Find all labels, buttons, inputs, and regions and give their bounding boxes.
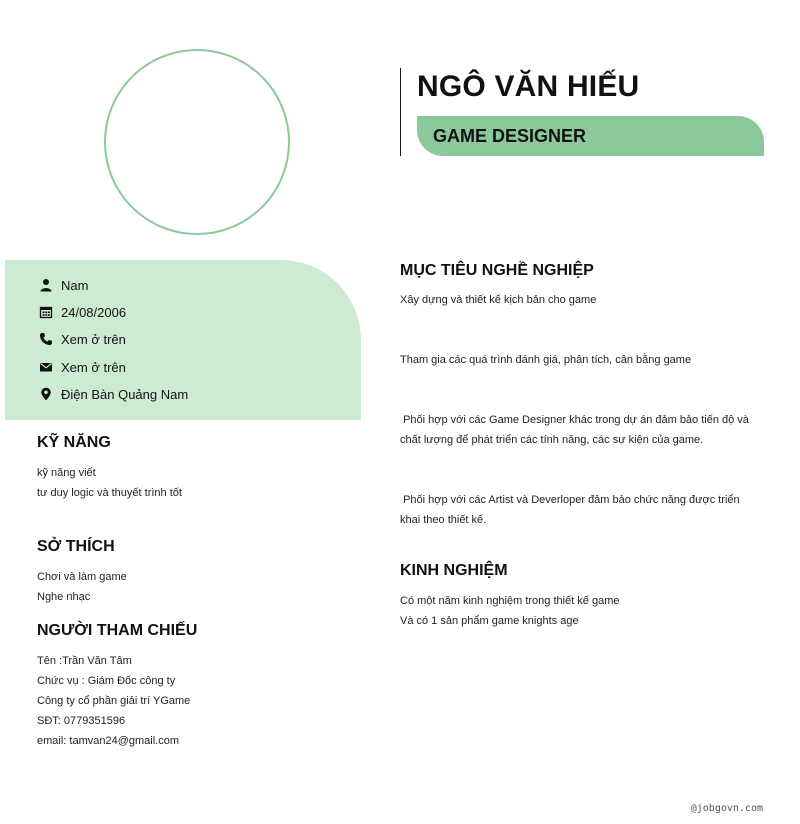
phone-icon xyxy=(39,332,53,346)
envelope-icon xyxy=(39,360,53,374)
reference-line: Tên :Trần Văn Tâm xyxy=(37,655,132,667)
reference-line: Công ty cổ phần giải trí YGame xyxy=(37,695,191,707)
info-birthdate xyxy=(39,302,126,322)
info-email-text: Xem ở trên xyxy=(61,359,126,375)
info-phone-text: Xem ở trên xyxy=(61,331,126,347)
info-gender xyxy=(39,275,88,295)
hobbies-item: Nghe nhạc xyxy=(37,591,91,603)
objective-item: Tham gia các quá trình đánh giá, phân tích, cân bằng game xyxy=(400,354,692,366)
personal-info-panel xyxy=(5,260,361,420)
info-phone xyxy=(39,329,126,349)
references-title: NGƯỜI THAM CHIẾU xyxy=(37,622,198,639)
hobbies-item: Chơi và làm game xyxy=(37,571,127,583)
reference-line: email: tamvan24@gmail.com xyxy=(37,735,179,747)
watermark: @jobgovn.com xyxy=(690,803,763,814)
info-address-text: Điện Bàn Quảng Nam xyxy=(61,386,189,402)
objective-item: Xây dựng và thiết kế kịch bản cho game xyxy=(400,294,597,306)
skills-item: tư duy logic và thuyết trình tốt xyxy=(37,487,182,499)
info-gender-text: Nam xyxy=(61,277,89,293)
objective-item: Phối hợp với các Game Designer khác trong dự án đảm bảo tiến độ và chất lượng để phát triển các tính năng, các sự kiện của game. xyxy=(400,414,752,446)
profile-photo-circle xyxy=(104,49,290,235)
experience-item: Và có 1 sản phẩm game knights age xyxy=(400,615,579,627)
role-banner xyxy=(417,116,764,156)
location-pin-icon xyxy=(39,387,53,401)
experience-title: KINH NGHIỆM xyxy=(400,562,508,579)
hobbies-title: SỞ THÍCH xyxy=(37,538,115,555)
skills-title: KỸ NĂNG xyxy=(37,434,111,451)
name-header xyxy=(400,68,764,156)
objective-item: Phối hợp với các Artist và Deverloper đảm bảo chức năng được triển khai theo thiết kế. xyxy=(400,494,743,526)
candidate-role: GAME DESIGNER xyxy=(433,126,587,146)
user-icon xyxy=(39,278,53,292)
info-address xyxy=(39,384,188,404)
info-email xyxy=(39,357,126,377)
info-birthdate-text: 24/08/2006 xyxy=(61,304,127,320)
reference-line: SĐT: 0779351596 xyxy=(37,715,126,727)
skills-item: kỹ năng viết xyxy=(37,467,96,479)
calendar-icon xyxy=(39,305,53,319)
objective-title: MỤC TIÊU NGHỀ NGHIỆP xyxy=(400,262,594,279)
experience-item: Có một năm kinh nghiệm trong thiết kế game xyxy=(400,595,620,607)
reference-line: Chức vụ : Giám Đốc công ty xyxy=(37,675,176,687)
candidate-name: NGÔ VĂN HIẾU xyxy=(417,70,640,103)
